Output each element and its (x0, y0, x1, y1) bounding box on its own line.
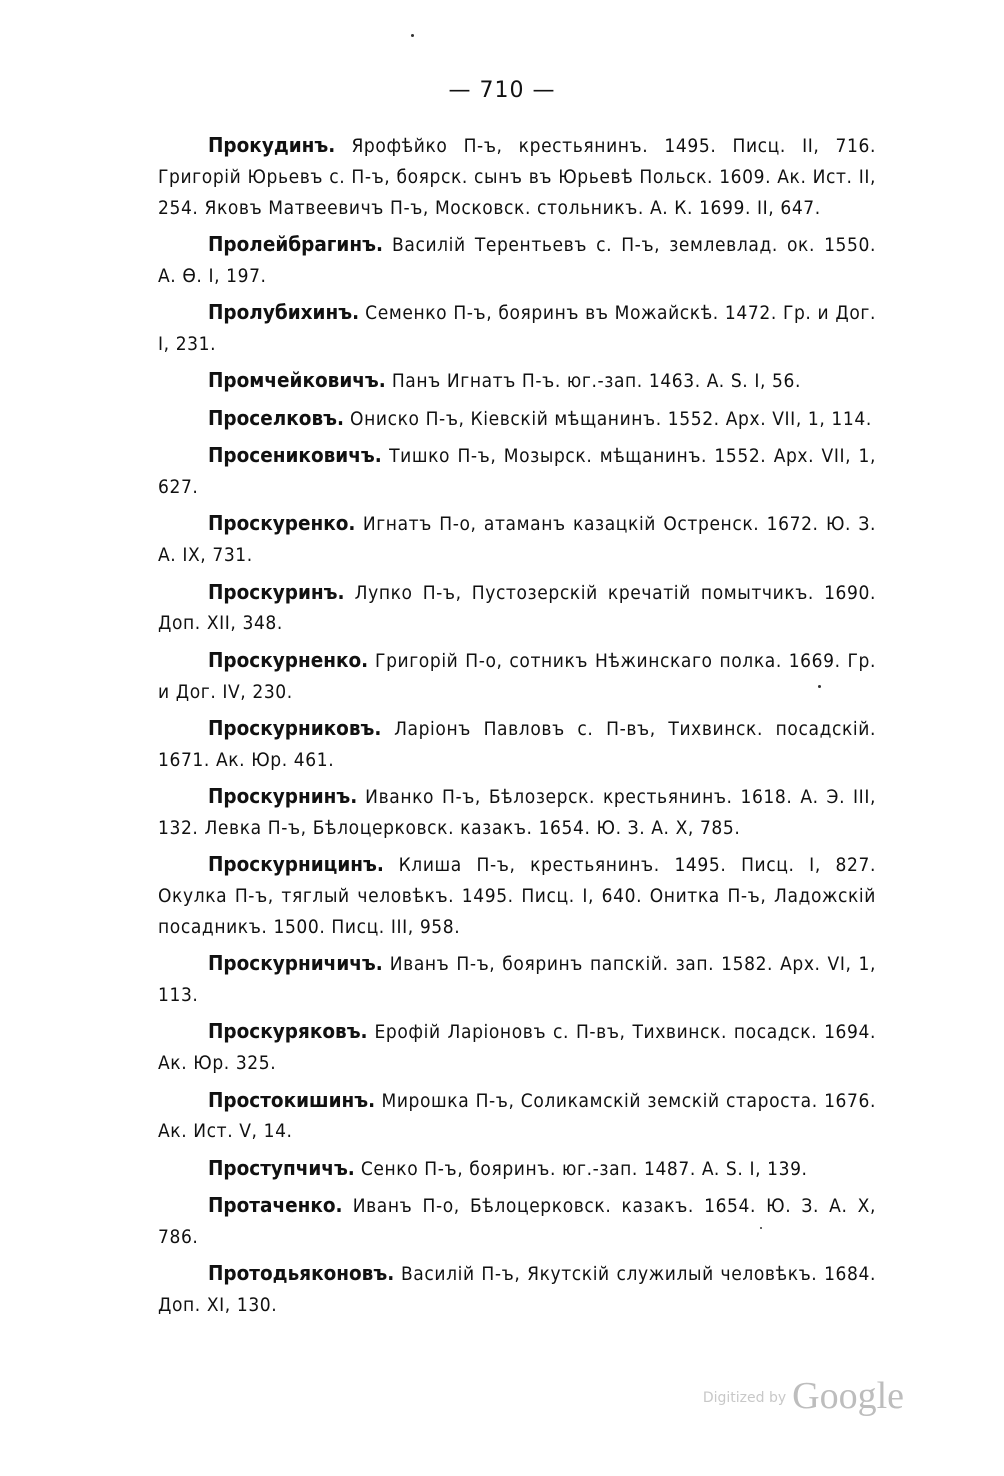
entry-text: Ерофій Ларіоновъ с. П-въ, Тихвинск. посадск. 1694. Ак. Юр. 325. (158, 1021, 876, 1075)
entry-headword: Прокудинъ. (208, 133, 336, 157)
entry-text: Лупко П-ъ, Пустозерскій кречатій помытчикъ. 1690. Доп. XII, 348. (158, 581, 876, 635)
entry-headword: Проскурнинъ. (208, 784, 358, 809)
entry-headword: Проскуряковъ. (208, 1019, 368, 1044)
entry-headword: Протодьяконовъ. (208, 1261, 395, 1286)
dictionary-entry (158, 645, 876, 708)
entry-text: Иванъ П-ъ, бояринъ папскій. зап. 1582. Арх. VI, 1, 113. (158, 953, 876, 1007)
entry-text: Ониско П-ъ, Кіевскій мѣщанинъ. 1552. Арх. VII, 1, 114. (344, 407, 872, 430)
entry-text: Ярофѣйко П-ъ, крестьянинъ. 1495. Писц. II, 716. Григорій Юрьевъ с. П-ъ, боярск. сынъ въ Юрьевѣ Польск. 1609. Ак. Ист. II, 254. Яковъ Матвеевичъ П-ъ, Московск. стольникъ. А. К. 1699. II, 647. (158, 135, 876, 219)
entry-text: Семенко П-ъ, бояринъ въ Можайскѣ. 1472. Гр. и Дог. I, 231. (158, 302, 876, 355)
entry-headword: Пролейбрагинъ. (208, 231, 383, 256)
dictionary-entry (158, 440, 876, 503)
entry-headword: Простокишинъ. (208, 1087, 376, 1112)
dictionary-entry (158, 577, 876, 640)
dictionary-entry (158, 1153, 876, 1185)
entry-headword: Протаченко. (208, 1193, 343, 1218)
watermark-prefix: Digitized by (702, 1390, 787, 1406)
dictionary-entry (158, 229, 876, 292)
dictionary-entry (158, 508, 876, 571)
entry-text: Мирошка П-ъ, Соликамскій земскій староста. 1676. Ак. Ист. V, 14. (158, 1089, 876, 1143)
dictionary-entry (158, 1258, 876, 1321)
scan-speck (411, 34, 414, 37)
entry-text: Иванко П-ъ, Бѣлозерск. крестьянинъ. 1618. А. Э. III, 132. Левка П-ъ, Бѣлоцерковск. казакъ. 1654. Ю. З. А. X, 785. (158, 786, 876, 839)
dictionary-entries (158, 130, 876, 1327)
entry-headword: Проскурниковъ. (208, 715, 382, 740)
entry-text: Тишко П-ъ, Мозырск. мѣщанинъ. 1552. Арх. VII, 1, 627. (158, 445, 876, 498)
entry-headword: Пролубихинъ. (208, 300, 360, 325)
dictionary-entry (158, 130, 876, 223)
dictionary-entry (158, 1190, 876, 1253)
dictionary-entry (158, 781, 876, 844)
entry-text: Ларіонъ Павловъ с. П-въ, Тихвинск. посадскій. 1671. Ак. Юр. 461. (158, 717, 876, 771)
entry-headword: Проселковъ. (208, 405, 345, 430)
entry-headword: Проскурницинъ. (208, 852, 384, 877)
entry-headword: Промчейковичъ. (208, 368, 386, 393)
entry-headword: Проскурничичъ. (208, 951, 383, 976)
entry-text: Панъ Игнатъ П-ъ. юг.-зап. 1463. A. S. I, 56. (385, 370, 801, 393)
entry-text: Клиша П-ъ, крестьянинъ. 1495. Писц. I, 827. Окулка П-ъ, тяглый человѣкъ. 1495. Писц. I, 640. Онитка П-ъ, Ладожскій посадникъ. 1500. Писц. III, 958. (158, 854, 876, 938)
entry-text: Григорій П-о, сотникъ Нѣжинскаго полка. 1669. Гр. и Дог. IV, 230. (158, 649, 876, 703)
dictionary-entry (158, 948, 876, 1011)
entry-headword: Просениковичъ. (208, 443, 382, 468)
entry-headword: Проскурненко. (208, 647, 369, 672)
dictionary-entry (158, 849, 876, 942)
dictionary-entry (158, 403, 876, 435)
dictionary-entry (158, 365, 876, 397)
entry-text: Сенко П-ъ, бояринъ. юг.-зап. 1487. A. S. I, 139. (354, 1157, 808, 1180)
dictionary-entry (158, 713, 876, 776)
entry-headword: Проскуренко. (208, 511, 356, 536)
entry-text: Василій Терентьевъ с. П-ъ, землевлад. ок. 1550. А. Ѳ. I, 197. (158, 233, 876, 287)
dictionary-entry (158, 1016, 876, 1079)
dictionary-entry (158, 297, 876, 360)
page-number: — 710 — (448, 78, 556, 103)
google-logo: Google (792, 1375, 904, 1417)
digitized-by-google-watermark (703, 1374, 904, 1418)
entry-headword: Проступчичъ. (208, 1155, 355, 1180)
entry-text: Василій П-ъ, Якутскій служилый человѣкъ. 1684. Доп. XI, 130. (158, 1263, 876, 1317)
dictionary-entry (158, 1085, 876, 1148)
entry-text: Иванъ П-о, Бѣлоцерковск. казакъ. 1654. Ю. З. А. X, 786. (158, 1195, 876, 1248)
entry-headword: Проскуринъ. (208, 579, 345, 604)
entry-text: Игнатъ П-о, атаманъ казацкій Остренск. 1672. Ю. З. А. IX, 731. (158, 513, 876, 567)
